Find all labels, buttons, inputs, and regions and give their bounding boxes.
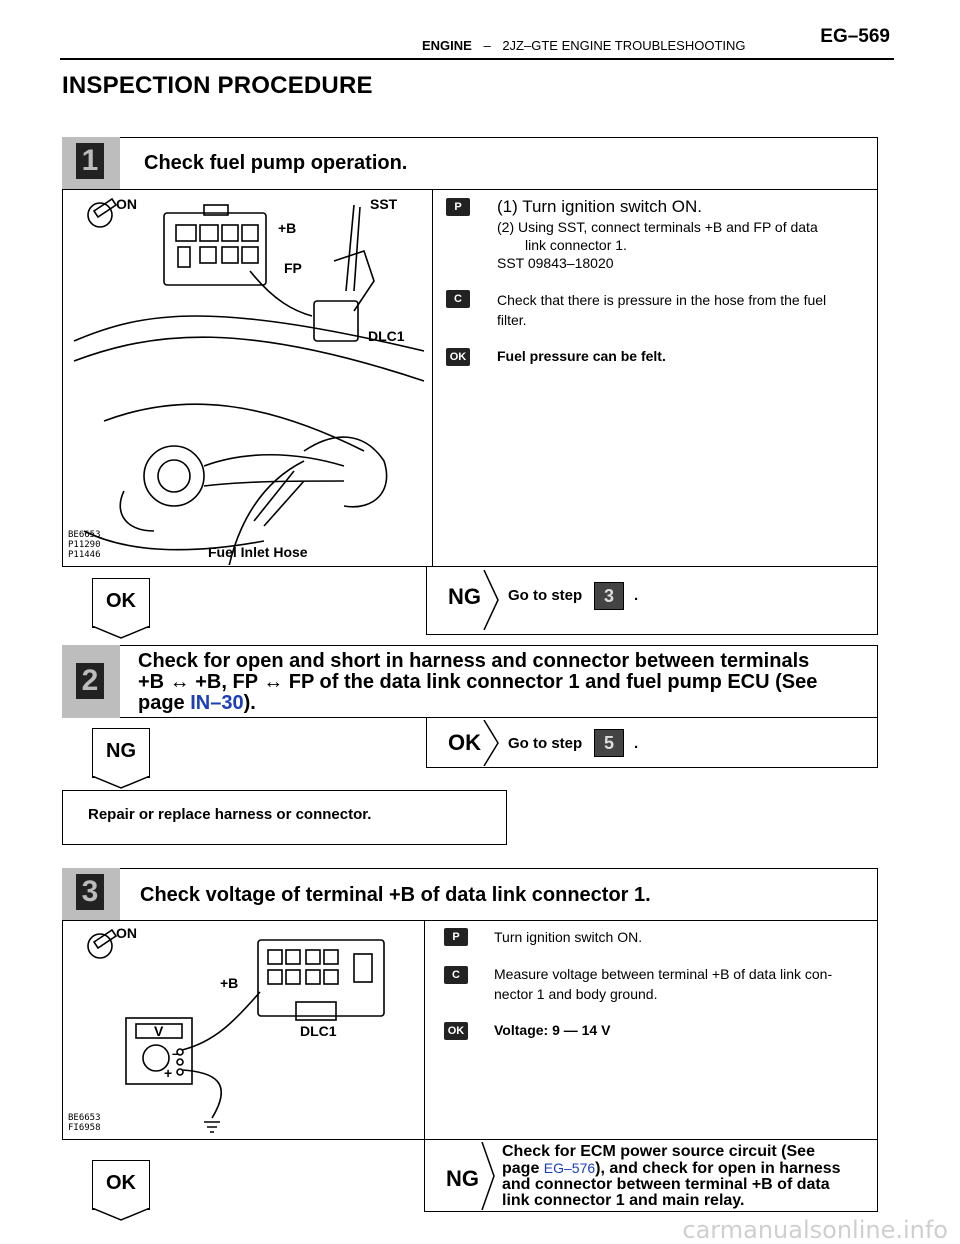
step1-ok-text: Fuel pressure can be felt. — [497, 348, 666, 364]
header-subtitle: 2JZ–GTE ENGINE TROUBLESHOOTING — [502, 38, 746, 53]
step1-p-line1: (1) Turn ignition switch ON. — [497, 197, 703, 216]
step1-goto-text: Go to step — [508, 587, 583, 604]
step1-tab — [62, 137, 120, 190]
link-in-30[interactable]: IN–30 — [190, 692, 244, 714]
ok-badge: OK — [444, 1022, 468, 1040]
step2-goto-step: 5 — [594, 729, 624, 757]
step3-ng-line1: Check for ECM power source circuit (See — [502, 1143, 815, 1160]
p-badge: P — [444, 928, 468, 946]
illus-on-label: ON — [116, 196, 137, 212]
step2-ng-result: NG — [92, 728, 150, 778]
step3-title-rule — [62, 920, 878, 921]
p-badge: P — [446, 198, 470, 216]
step2-goto-dot: . — [634, 735, 639, 752]
step3-tab — [62, 868, 120, 921]
step1-title-rule — [62, 189, 878, 190]
step1-sst: SST 09843–18020 — [497, 255, 614, 271]
illus-code-1: BE6653 — [68, 530, 101, 540]
watermark: carmanualsonline.info — [682, 1216, 948, 1244]
illus-dlc-label: DLC1 — [368, 328, 405, 344]
illus-hose-label: Fuel Inlet Hose — [208, 544, 308, 560]
running-header — [422, 38, 746, 53]
header-separator: – — [483, 38, 491, 53]
page-number: EG–569 — [820, 26, 890, 47]
illus3-b-label: +B — [220, 975, 239, 991]
illus-code-3: P11446 — [68, 550, 101, 560]
step3-ng-label: NG — [446, 1166, 479, 1191]
header-section: ENGINE — [422, 38, 472, 53]
step3-ng-line2 — [502, 1160, 868, 1177]
illus-code-2: P11290 — [68, 540, 101, 550]
step1-check-a: Check that there is pressure in the hose from the fuel — [497, 292, 827, 308]
illus3-v-label: V — [154, 1023, 164, 1039]
step2-title-post: ). — [243, 692, 256, 714]
step1-ng-label: NG — [448, 584, 481, 609]
step3-c-text-b: nector 1 and body ground. — [494, 986, 658, 1002]
header-rule — [60, 58, 894, 60]
step2-number: 2 — [76, 663, 104, 699]
step2-ng-arrow — [92, 776, 150, 790]
step3-ng-line4: link connector 1 and main relay. — [502, 1192, 745, 1209]
step1-ok-arrow — [92, 626, 150, 640]
illus-b-label: +B — [278, 220, 297, 236]
link-eg-576[interactable]: EG–576 — [543, 1160, 596, 1176]
step1-check-b: filter. — [497, 312, 527, 328]
step1-number: 1 — [76, 143, 104, 179]
step2-title-pre: page — [138, 692, 191, 714]
step2-title-line2: +B ↔ +B, FP ↔ FP of the data link connector 1 and fuel pump ECU (See — [138, 671, 818, 693]
step3-ok-result: OK — [92, 1160, 150, 1210]
step2-ok-label: OK — [448, 730, 481, 755]
step3-ok-arrow — [92, 1208, 150, 1222]
step3-p-text: Turn ignition switch ON. — [494, 929, 643, 945]
step1-goto-step: 3 — [594, 582, 624, 610]
page-title: INSPECTION PROCEDURE — [62, 72, 373, 99]
step2-tab — [62, 645, 120, 718]
step2-title-line1: Check for open and short in harness and connector between terminals — [138, 650, 810, 672]
illus3-code-2: FI6958 — [68, 1123, 101, 1133]
step1-ng-chevron — [482, 570, 502, 630]
step3-number: 3 — [76, 874, 104, 910]
step3-ng-text — [502, 1144, 868, 1209]
step3-ok-text: Voltage: 9 — 14 V — [494, 1022, 611, 1038]
illus3-minus: – — [172, 1045, 180, 1061]
step3-ng-line3: and connector between terminal +B of data — [502, 1176, 830, 1193]
illus3-code-1: BE6653 — [68, 1113, 101, 1123]
illus3-plus: + — [164, 1065, 173, 1081]
step1-divider — [432, 189, 433, 567]
step1-p-line2a: (2) Using SST, connect terminals +B and FP of data — [497, 219, 818, 235]
step3-c-text-a: Measure voltage between terminal +B of data link con- — [494, 966, 833, 982]
step1-p-line2b: link connector 1. — [525, 237, 627, 253]
ok-badge: OK — [446, 348, 470, 366]
step3-ng-post: ), and check for open in harness — [595, 1160, 841, 1177]
illus3-dlc-label: DLC1 — [300, 1023, 337, 1039]
c-badge: C — [444, 966, 468, 984]
step1-ok-result: OK — [92, 578, 150, 628]
voltmeter-illustration — [64, 922, 422, 1138]
step3-title: Check voltage of terminal +B of data link connector 1. — [140, 884, 651, 906]
step3-ng-chevron — [480, 1142, 500, 1210]
step1-title: Check fuel pump operation. — [144, 152, 408, 174]
repair-text: Repair or replace harness or connector. — [88, 806, 372, 823]
step2-goto-text: Go to step — [508, 735, 583, 752]
fuel-pump-illustration — [64, 191, 430, 565]
illus-fp-label: FP — [284, 260, 302, 276]
step3-divider — [424, 920, 425, 1140]
illus-sst-label: SST — [370, 196, 398, 212]
step2-ok-chevron — [482, 720, 502, 766]
step3-ng-pre: page — [502, 1160, 544, 1177]
step2-title-line3 — [138, 692, 256, 714]
c-badge: C — [446, 290, 470, 308]
illus3-on-label: ON — [116, 925, 137, 941]
step1-goto-dot: . — [634, 587, 639, 604]
